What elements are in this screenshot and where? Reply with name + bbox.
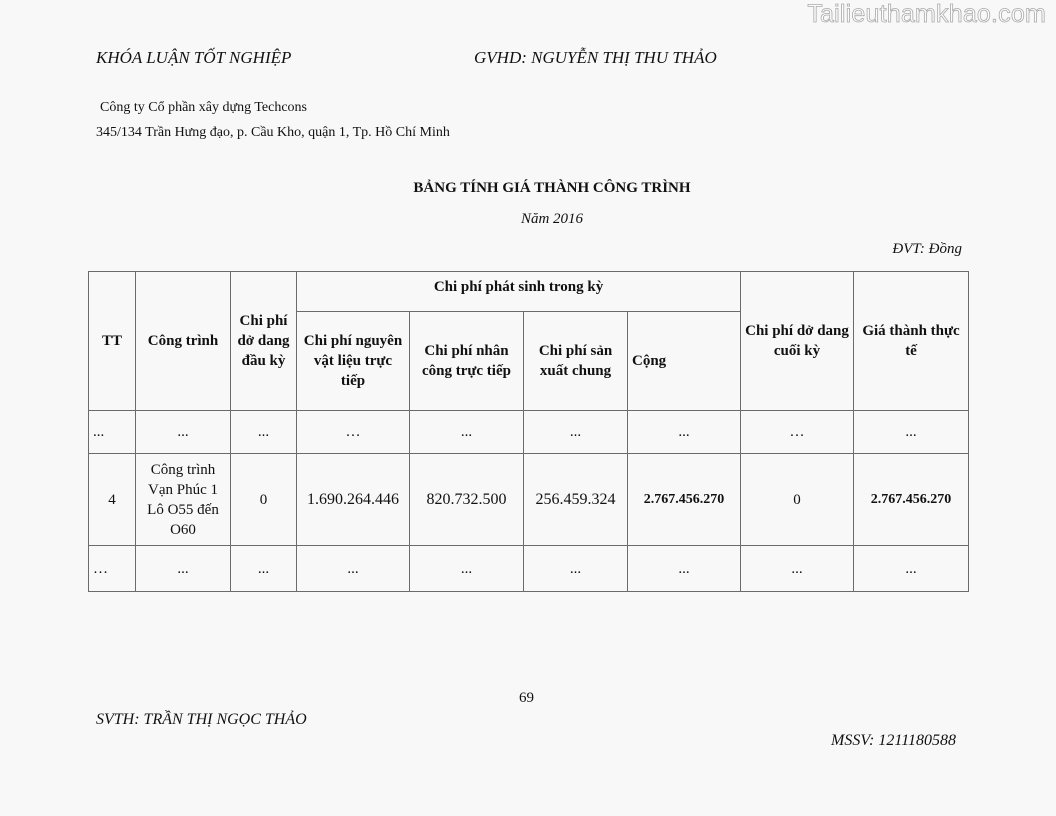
header-do-dang-cuoi-ky: Chi phí dở dang cuối kỳ bbox=[741, 272, 854, 411]
thesis-header: KHÓA LUẬN TỐT NGHIỆP bbox=[96, 48, 292, 67]
cell-nvl: 1.690.264.446 bbox=[297, 454, 410, 546]
cell-dau-ky: ... bbox=[231, 546, 297, 592]
cell-cuoi-ky: 0 bbox=[741, 454, 854, 546]
table-row bbox=[89, 546, 969, 592]
company-name: Công ty Cổ phần xây dựng Techcons bbox=[100, 100, 307, 115]
cell-nvl: … bbox=[297, 411, 410, 454]
cost-table bbox=[88, 271, 969, 592]
cell-tt: … bbox=[89, 546, 136, 592]
header-tt: TT bbox=[89, 272, 136, 411]
header-cong: Cộng bbox=[628, 312, 741, 411]
page-number: 69 bbox=[519, 690, 534, 706]
table-row bbox=[89, 454, 969, 546]
cell-cong: 2.767.456.270 bbox=[628, 454, 741, 546]
advisor-header: GVHD: NGUYỄN THỊ THU THẢO bbox=[474, 48, 717, 67]
cell-cong-trinh: Công trình Vạn Phúc 1 Lô O55 đến O60 bbox=[136, 454, 231, 546]
header-chi-phi-phat-sinh: Chi phí phát sinh trong kỳ bbox=[297, 272, 741, 312]
cell-tt: ... bbox=[89, 411, 136, 454]
currency-unit: ĐVT: Đồng bbox=[892, 241, 962, 257]
cell-cuoi-ky: … bbox=[741, 411, 854, 454]
student-id: MSSV: 1211180588 bbox=[830, 732, 956, 749]
cell-sxc: ... bbox=[524, 411, 628, 454]
student-name: SVTH: TRẦN THỊ NGỌC THẢO bbox=[96, 711, 307, 728]
header-gia-thanh: Giá thành thực tế bbox=[854, 272, 969, 411]
cell-nhan-cong: 820.732.500 bbox=[410, 454, 524, 546]
cell-gia-thanh: 2.767.456.270 bbox=[854, 454, 969, 546]
header-do-dang-dau-ky: Chi phí dở dang đầu kỳ bbox=[231, 272, 297, 411]
header-cong-trinh: Công trình bbox=[136, 272, 231, 411]
cell-cong-trinh: ... bbox=[136, 411, 231, 454]
cell-dau-ky: ... bbox=[231, 411, 297, 454]
table-row bbox=[89, 411, 969, 454]
cell-dau-ky: 0 bbox=[231, 454, 297, 546]
cell-nvl: ... bbox=[297, 546, 410, 592]
cell-cong: ... bbox=[628, 411, 741, 454]
company-address: 345/134 Trần Hưng đạo, p. Cầu Kho, quận 1, Tp. Hồ Chí Minh bbox=[96, 125, 450, 140]
cell-nhan-cong: ... bbox=[410, 546, 524, 592]
cell-gia-thanh: ... bbox=[854, 411, 969, 454]
header-nhan-cong: Chi phí nhân công trực tiếp bbox=[410, 312, 524, 411]
header-sxc: Chi phí sản xuất chung bbox=[524, 312, 628, 411]
cell-cuoi-ky: ... bbox=[741, 546, 854, 592]
cell-cong: ... bbox=[628, 546, 741, 592]
report-title: BẢNG TÍNH GIÁ THÀNH CÔNG TRÌNH bbox=[413, 180, 691, 196]
cell-sxc: ... bbox=[524, 546, 628, 592]
table-header-row bbox=[89, 272, 969, 312]
cell-sxc: 256.459.324 bbox=[524, 454, 628, 546]
cell-nhan-cong: ... bbox=[410, 411, 524, 454]
report-year: Năm 2016 bbox=[520, 211, 584, 227]
cell-tt: 4 bbox=[89, 454, 136, 546]
header-nvl: Chi phí nguyên vật liệu trực tiếp bbox=[297, 312, 410, 411]
cell-cong-trinh: ... bbox=[136, 546, 231, 592]
watermark: Tailieuthamkhao.com bbox=[807, 0, 1046, 28]
cell-gia-thanh: ... bbox=[854, 546, 969, 592]
